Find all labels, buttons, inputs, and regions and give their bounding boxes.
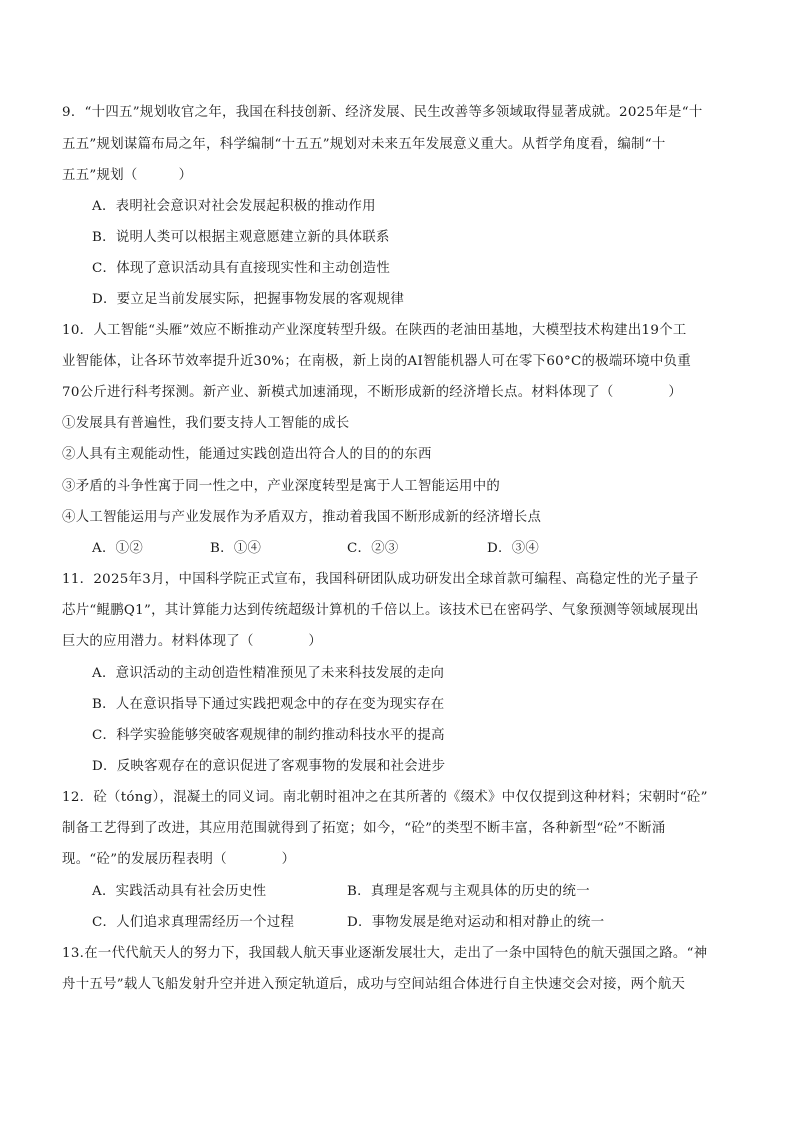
- question-10-statement-2: ②人具有主观能动性，能通过实践创造出符合人的目的的东西: [62, 447, 432, 462]
- question-11-option-c: C．科学实验能够突破客观规律的制约推动科技水平的提高: [92, 728, 445, 743]
- question-12-option-d: D．事物发展是绝对运动和相对静止的统一: [347, 915, 605, 930]
- question-10-stem-line-2: 业智能体，让各环节效率提升近30%；在南极，新上岗的AI智能机器人可在零下60°C的极端环境中负重: [62, 354, 692, 369]
- question-10-option-b: B．①④: [210, 541, 262, 556]
- question-9-stem-line-1: 9．“十四五”规划收官之年，我国在科技创新、经济发展、民生改善等多领域取得显著成就。2025年是“十: [62, 105, 703, 120]
- question-10-statement-3: ③矛盾的斗争性寓于同一性之中，产业深度转型是寓于人工智能运用中的: [62, 479, 501, 494]
- question-9-option-b: B．说明人类可以根据主观意愿建立新的具体联系: [92, 230, 390, 245]
- question-10-statement-4: ④人工智能运用与产业发展作为矛盾双方，推动着我国不断形成新的经济增长点: [62, 510, 542, 525]
- question-9-option-a: A．表明社会意识对社会发展起积极的推动作用: [92, 199, 376, 214]
- question-12-stem-line-1: 12．砼（tóng），混凝土的同义词。南北朝时祖冲之在其所著的《缀术》中仅仅提到这种材料；宋朝时“砼”: [62, 790, 708, 805]
- question-9-option-c: C．体现了意识活动具有直接现实性和主动创造性: [92, 261, 391, 276]
- question-10-statement-1: ①发展具有普遍性，我们要支持人工智能的成长: [62, 416, 350, 431]
- question-11-option-a: A．意识活动的主动创造性精准预见了未来科技发展的走向: [92, 666, 445, 681]
- question-10-option-d: D．③④: [487, 541, 540, 556]
- question-12-stem-line-2: 制备工艺得到了改进，其应用范围就得到了拓宽；如今，“砼”的类型不断丰富，各种新型“砼”不断涌: [62, 821, 666, 836]
- question-10-stem-line-1: 10．人工智能“头雁”效应不断推动产业深度转型升级。在陕西的老油田基地，大模型技术构建出19个工: [62, 323, 687, 338]
- question-13-stem-line-2: 舟十五号”载人飞船发射升空并进入预定轨道后，成功与空间站组合体进行自主快速交会对接，两个航天: [62, 977, 686, 992]
- question-9-stem-line-2: 五五”规划谋篇布局之年，科学编制“十五五”规划对未来五年发展意义重大。从哲学角度看，编制“十: [62, 137, 666, 152]
- question-10-option-c: C．②③: [347, 541, 399, 556]
- question-10-option-a: A．①②: [92, 541, 144, 556]
- question-12-option-a: A．实践活动具有社会历史性: [92, 884, 267, 899]
- question-11-stem-line-3: 巨大的应用潜力。材料体现了（ ）: [62, 634, 323, 649]
- question-9-stem-line-3: 五五”规划（ ）: [62, 168, 193, 183]
- question-10-stem-line-3: 70公斤进行科考探测。新产业、新模式加速涌现，不断形成新的经济增长点。材料体现了（ ）: [62, 385, 683, 400]
- question-13-stem-line-1: 13.在一代代航天人的努力下，我国载人航天事业逐渐发展壮大，走出了一条中国特色的航天强国之路。“神: [62, 946, 708, 961]
- question-11-stem-line-1: 11．2025年3月，中国科学院正式宣布，我国科研团队成功研发出全球首款可编程、高稳定性的光子量子: [62, 572, 699, 587]
- question-11-stem-line-2: 芯片“鲲鹏Q1”，其计算能力达到传统超级计算机的千倍以上。该技术已在密码学、气象预测等领域展现出: [62, 603, 699, 618]
- question-11-option-b: B．人在意识指导下通过实践把观念中的存在变为现实存在: [92, 697, 445, 712]
- question-12-option-b: B．真理是客观与主观具体的历史的统一: [347, 884, 590, 899]
- question-12-stem-line-3: 现。“砼”的发展历程表明（ ）: [62, 852, 296, 867]
- question-9-option-d: D．要立足当前发展实际，把握事物发展的客观规律: [92, 292, 405, 307]
- question-12-option-c: C．人们追求真理需经历一个过程: [92, 915, 295, 930]
- question-11-option-d: D．反映客观存在的意识促进了客观事物的发展和社会进步: [92, 759, 446, 774]
